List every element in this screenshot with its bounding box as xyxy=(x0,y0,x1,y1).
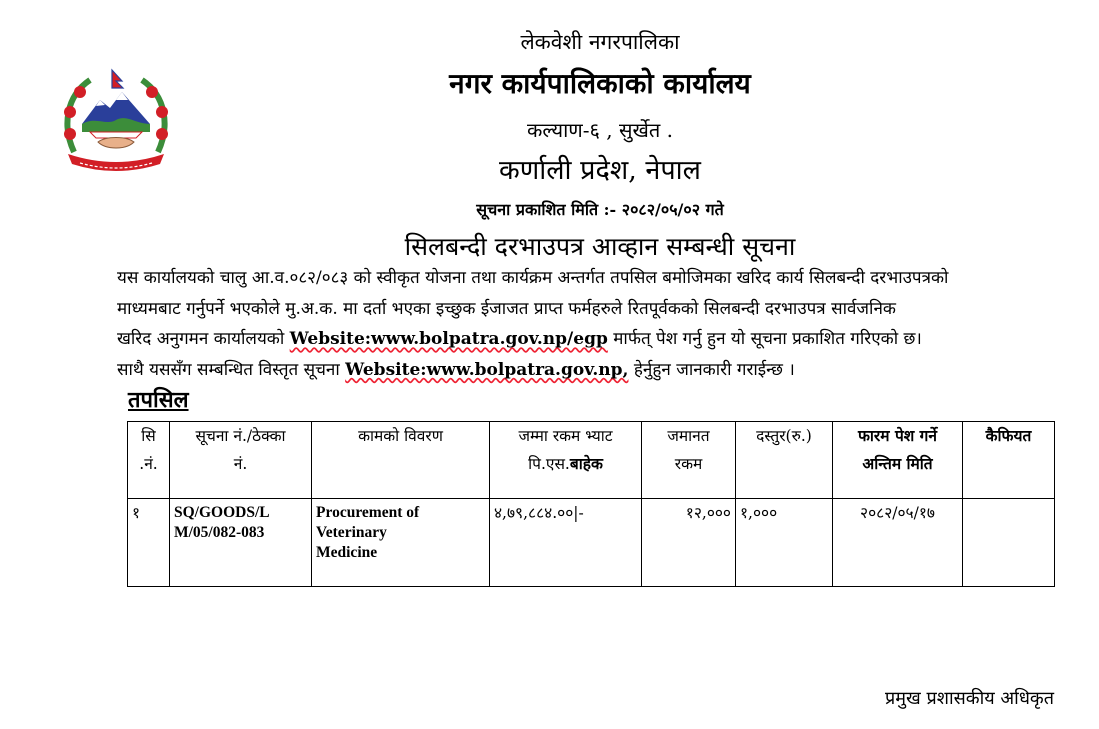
municipality-name: लेकवेशी नगरपालिका xyxy=(520,30,680,54)
notice-body-line xyxy=(117,355,1067,386)
header-remarks: कैफियत xyxy=(963,422,1055,499)
publish-date: सूचना प्रकाशित मिति :- २०८२/०५/०२ गते xyxy=(476,200,724,219)
header-serial-number: सि .नं. xyxy=(128,422,170,499)
header-deadline: फारम पेश गर्ने अन्तिम मिति xyxy=(833,422,963,499)
office-name: नगर कार्यपालिकाको कार्यालय xyxy=(449,67,751,100)
notice-body-text: मार्फत् पेश गर्नु हुन यो सूचना प्रकाशित गरिएको छ। xyxy=(607,329,922,349)
egp-website-link[interactable]: Website:www.bolpatra.gov.np/egp xyxy=(289,329,608,349)
cell-fee: १,००० xyxy=(736,499,833,587)
notice-body xyxy=(117,263,1067,385)
office-address: कल्याण-६ , सुर्खेत . xyxy=(527,118,673,142)
province-name: कर्णाली प्रदेश, नेपाल xyxy=(499,155,701,186)
cell-deadline: २०८२/०५/१७ xyxy=(833,499,963,587)
cell-description: Procurement of Veterinary Medicine xyxy=(312,499,490,587)
signature-title: प्रमुख प्रशासकीय अधिकृत xyxy=(885,688,1054,709)
header-security-amount: जमानत रकम xyxy=(642,422,736,499)
header-description: कामको विवरण xyxy=(312,422,490,499)
header-fee: दस्तुर(रु.) xyxy=(736,422,833,499)
cell-amount: ४,७९,८८४.००|- xyxy=(490,499,642,587)
header-notice-number: सूचना नं./ठेक्का नं. xyxy=(170,422,312,499)
table-row xyxy=(128,499,1055,587)
notice-body-text: साथै यससँग सम्बन्धित विस्तृत सूचना xyxy=(117,359,346,380)
government-of-nepal-emblem-icon xyxy=(60,66,172,176)
cell-remarks xyxy=(963,499,1055,587)
notice-body-line: यस कार्यालयको चालु आ.व.०८२/०८३ को स्वीकृत योजना तथा कार्यक्रम अन्तर्गत तपसिल बमोजिमका खरिद कार्य सिलबन्दी दरभाउपत्रको xyxy=(117,268,949,288)
notice-subject: सिलबन्दी दरभाउपत्र आव्हान सम्बन्धी सूचना xyxy=(404,232,796,261)
header-amount: जम्मा रकम भ्याट पि.एस.बाहेक xyxy=(490,422,642,499)
notice-body-text: खरिद अनुगमन कार्यालयको xyxy=(117,329,290,349)
schedule-table xyxy=(127,421,1055,587)
schedule-title: तपसिल xyxy=(128,387,189,413)
table-header-row xyxy=(128,422,1055,499)
cell-security-amount: १२,००० xyxy=(642,499,736,587)
notice-body-line: माध्यमबाट गर्नुपर्ने भएकोले मु.अ.क. मा दर्ता भएका इच्छुक ईजाजत प्राप्त फर्महरुले रितपूर्वकको सिलबन्दी दरभाउपत्र सार्वजनिक xyxy=(117,298,896,319)
notice-body-text: हेर्नुहुन जानकारी गराईन्छ । xyxy=(628,359,795,380)
bolpatra-website-link[interactable]: Website:www.bolpatra.gov.np, xyxy=(345,359,629,380)
cell-serial-number: १ xyxy=(128,499,170,587)
notice-body-line xyxy=(117,324,1067,355)
cell-notice-number: SQ/GOODS/L M/05/082-083 xyxy=(170,499,312,587)
